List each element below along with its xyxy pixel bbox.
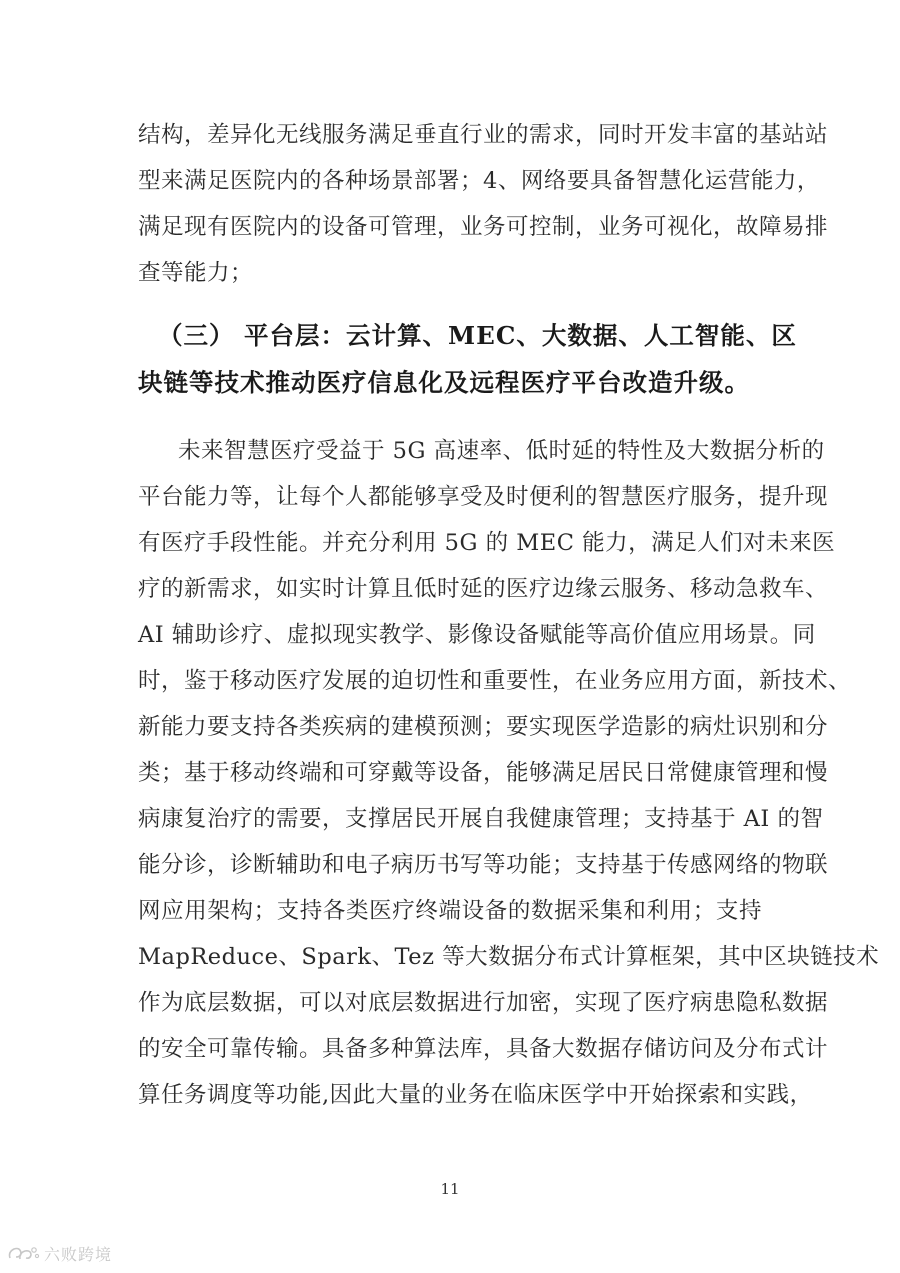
text-line: 算任务调度等功能,因此大量的业务在临床医学中开始探索和实践， bbox=[138, 1082, 813, 1108]
page-number: 11 bbox=[440, 1180, 460, 1198]
section-heading-line: （三） 平台层：云计算、MEC、大数据、人工智能、区 bbox=[158, 321, 797, 350]
text-line: 未来智慧医疗受益于 5G 高速率、低时延的特性及大数据分析的 bbox=[178, 438, 825, 464]
text-line: 结构，差异化无线服务满足垂直行业的需求，同时开发丰富的基站站 bbox=[138, 122, 829, 148]
text-line: 平台能力等，让每个人都能够享受及时便利的智慧医疗服务，提升现 bbox=[138, 484, 829, 510]
text-line: 类；基于移动终端和可穿戴等设备，能够满足居民日常健康管理和慢 bbox=[138, 760, 829, 786]
text-line: 查等能力； bbox=[138, 260, 254, 286]
text-line: AI 辅助诊疗、虚拟现实教学、影像设备赋能等高价值应用场景。同 bbox=[138, 622, 816, 648]
text-line: 病康复治疗的需要，支撑居民开展自我健康管理；支持基于 AI 的智 bbox=[138, 806, 824, 832]
text-line: 疗的新需求，如实时计算且低时延的医疗边缘云服务、移动急救车、 bbox=[138, 576, 829, 602]
text-line: MapReduce、Spark、Tez 等大数据分布式计算框架，其中区块链技术 bbox=[138, 944, 880, 970]
watermark bbox=[6, 1242, 112, 1265]
text-line: 能分诊，诊断辅助和电子病历书写等功能；支持基于传感网络的物联 bbox=[138, 852, 829, 878]
text-line: 网应用架构；支持各类医疗终端设备的数据采集和利用；支持 bbox=[138, 898, 762, 924]
text-line: 时，鉴于移动医疗发展的迫切性和重要性，在业务应用方面，新技术、 bbox=[138, 668, 852, 694]
watermark-text: 六败跨境 bbox=[44, 1245, 113, 1264]
text-line: 型来满足医院内的各种场景部署；4、网络要具备智慧化运营能力， bbox=[138, 168, 820, 194]
section-heading-line: 块链等技术推动医疗信息化及远程医疗平台改造升级。 bbox=[138, 368, 750, 397]
text-line: 作为底层数据，可以对底层数据进行加密，实现了医疗病患隐私数据 bbox=[138, 990, 829, 1016]
text-line: 有医疗手段性能。并充分利用 5G 的 MEC 能力，满足人们对未来医 bbox=[138, 530, 836, 556]
text-line: 的安全可靠传输。具备多种算法库，具备大数据存储访问及分布式计 bbox=[138, 1036, 829, 1062]
swirl-logo-icon bbox=[6, 1244, 40, 1264]
text-line: 新能力要支持各类疾病的建模预测；要实现医学造影的病灶识别和分 bbox=[138, 714, 829, 740]
text-line: 满足现有医院内的设备可管理，业务可控制，业务可视化，故障易排 bbox=[138, 214, 829, 240]
